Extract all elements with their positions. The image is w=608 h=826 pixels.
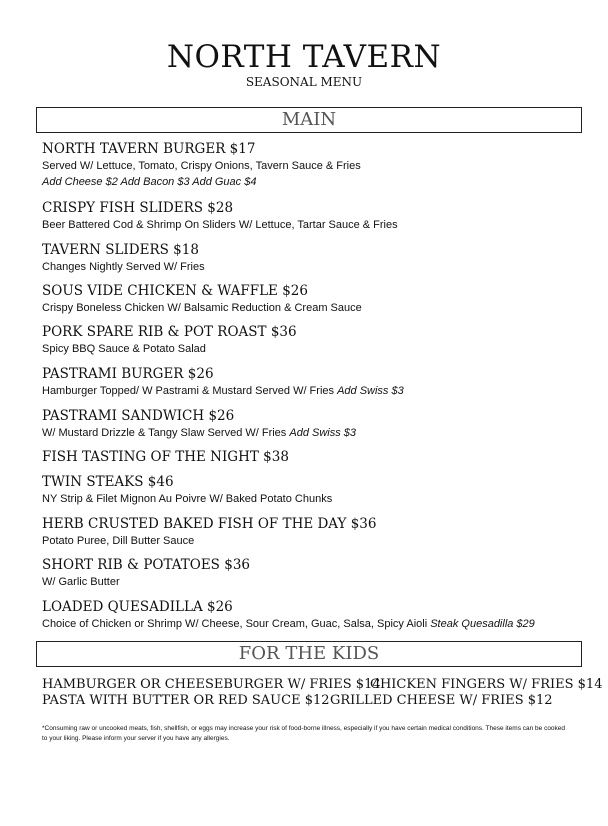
item-description: W/ Mustard Drizzle & Tangy Slaw Served W/ Fries [42,427,287,439]
item-description: NY Strip & Filet Mignon Au Poivre W/ Baked Potato Chunks [42,493,333,505]
item-addons: Steak Quesadilla $29 [430,618,535,630]
item-name: TAVERN SLIDERS $18 [42,242,199,258]
menu-item [42,408,592,441]
restaurant-title: NORTH TAVERN [166,39,442,75]
menu-item [42,366,592,399]
item-name: PORK SPARE RIB & POT ROAST $36 [42,324,297,340]
section-main-header: MAIN [36,107,582,133]
menu-item [42,474,592,507]
menu-item [42,141,592,190]
item-addons: Add Swiss $3 [289,427,357,439]
menu-item [42,324,592,357]
item-addons: Add Swiss $3 [337,385,404,397]
item-description: Potato Puree, Dill Butter Sauce [42,535,195,547]
item-name: PASTRAMI SANDWICH $26 [42,408,235,424]
menu-subtitle: SEASONAL MENU [245,75,363,89]
item-description: Choice of Chicken or Shrimp W/ Cheese, Sour Cream, Guac, Salsa, Spicy Aioli [42,618,428,630]
item-name: LOADED QUESADILLA $26 [42,599,233,615]
kids-item: HAMBURGER OR CHEESEBURGER W/ FRIES $14 [42,677,381,692]
kids-item: PASTA WITH BUTTER OR RED SAUCE $12 [42,693,330,708]
item-name: FISH TASTING OF THE NIGHT $38 [42,449,289,465]
kids-item: CHICKEN FINGERS W/ FRIES $14 [370,677,603,692]
item-name: HERB CRUSTED BAKED FISH OF THE DAY $36 [42,516,377,532]
menu-item [42,449,592,466]
item-name: TWIN STEAKS $46 [42,474,174,490]
item-description: Spicy BBQ Sauce & Potato Salad [42,343,206,355]
item-name: SOUS VIDE CHICKEN & WAFFLE $26 [42,283,308,299]
menu-item [42,557,592,590]
item-description: Beer Battered Cod & Shrimp On Sliders W/ Lettuce, Tartar Sauce & Fries [42,219,398,231]
menu-item [42,599,592,632]
menu-item [42,283,592,316]
item-name: CRISPY FISH SLIDERS $28 [42,200,234,216]
menu-item [42,200,592,233]
item-description: W/ Garlic Butter [42,576,120,588]
item-addons: Add Cheese $2 Add Bacon $3 Add Guac $4 [42,176,257,188]
item-description: Changes Nightly Served W/ Fries [42,261,205,273]
menu-item [42,516,592,549]
item-name: SHORT RIB & POTATOES $36 [42,557,250,573]
kids-item: GRILLED CHEESE W/ FRIES $12 [330,693,553,708]
item-description: Crispy Boneless Chicken W/ Balsamic Reduction & Cream Sauce [42,302,362,314]
item-name: PASTRAMI BURGER $26 [42,366,214,382]
food-safety-footnote: *Consuming raw or uncooked meats, fish, shellfish, or eggs may increase your risk of food-borne illness, especially if you have certain medical conditions. These items can be cooked to your liking. Please inform your server if you have any allergies. [42,725,566,742]
section-kids-header: FOR THE KIDS [36,641,582,667]
item-description: Hamburger Topped/ W Pastrami & Mustard Served W/ Fries [42,385,335,397]
item-name: NORTH TAVERN BURGER $17 [42,141,256,157]
menu-item [42,242,592,275]
item-description: Served W/ Lettuce, Tomato, Crispy Onions, Tavern Sauce & Fries [42,160,361,172]
